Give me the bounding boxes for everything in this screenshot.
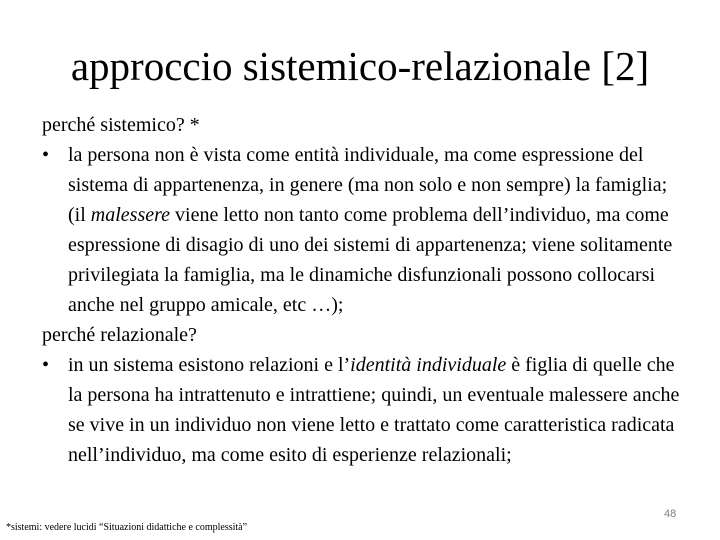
bullet-text-part: la persona non è vista come entità individuale, ma come espressione del sistema di appartenenza, in genere (ma non solo e non sempre) la famiglia; (il xyxy=(68,144,668,226)
bullet-icon: • xyxy=(42,354,50,376)
bullet-text-emphasis: malessere xyxy=(90,204,171,226)
bullet-text-systemic xyxy=(68,140,682,320)
page-number: 48 xyxy=(664,508,677,520)
bullet-text-part: viene letto non tanto come problema dell’individuo, ma come espressione di disagio di uno dei sistemi di appartenenza; viene solitamente privilegiata la famiglia, ma le dinamiche disfunzionali possono collocarsi anche nel gruppo amicale, etc …); xyxy=(68,204,673,316)
bullet-text-emphasis: identità individuale xyxy=(350,354,507,376)
footnote: *sistemi: vedere lucidi “Situazioni didattiche e complessità” xyxy=(6,522,248,533)
question-relational: perché relazionale? xyxy=(42,324,197,346)
slide-body xyxy=(42,110,682,470)
bullet-item-relational xyxy=(42,350,682,470)
slide-title: approccio sistemico-relazionale [2] xyxy=(70,43,650,89)
question-systemic: perché sistemico? * xyxy=(42,114,200,136)
bullet-icon: • xyxy=(42,144,50,166)
bullet-item-systemic xyxy=(42,140,682,320)
bullet-text-relational xyxy=(68,350,682,470)
bullet-text-part: in un sistema esistono relazioni e l’ xyxy=(68,354,351,376)
bullet-text-part: è figlia di quelle che la persona ha intrattenuto e intrattiene; quindi, un eventuale malessere anche se vive in un individuo non viene letto e trattato come caratteristica radicata nell’individuo, ma come esito di esperienze relazionali; xyxy=(68,354,680,466)
